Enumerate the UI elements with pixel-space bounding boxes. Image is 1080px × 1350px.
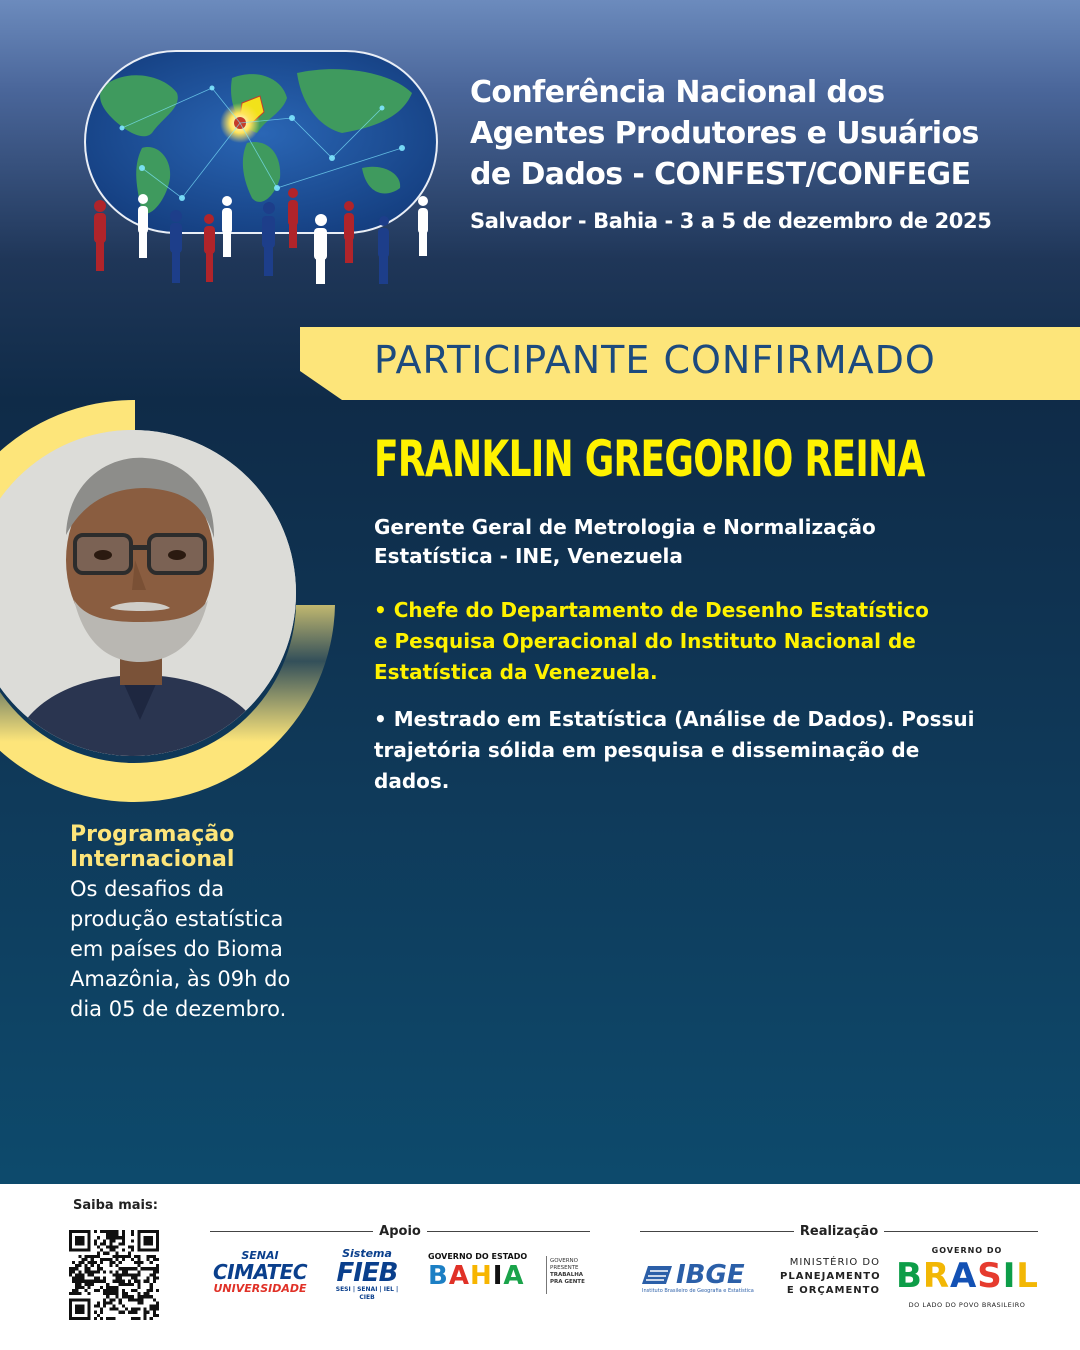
ibge-logo[interactable] [642, 1262, 762, 1294]
program-description-line: dia 05 de dezembro. [70, 997, 287, 1021]
ibge-mark-icon [642, 1264, 672, 1286]
bahia-logo-wordmark [428, 1262, 525, 1290]
mpo-line: PLANEJAMENTO [780, 1271, 881, 1282]
sistema-fieb-logo[interactable] [330, 1248, 404, 1302]
conference-title-line: de Dados - CONFEST/CONFEGE [470, 157, 971, 192]
bio-bullet-line: • Mestrado em Estatística (Análise de Dados). Possui [374, 707, 975, 731]
bahia-logo-separator [546, 1256, 547, 1294]
conference-title-line: Agentes Produtores e Usuários [470, 116, 979, 151]
program-title [70, 822, 370, 872]
bio-bullet-line: • Chefe do Departamento de Desenho Estatístico [374, 598, 929, 622]
conference-title [470, 72, 1060, 195]
governo-bahia-logo[interactable] [428, 1252, 588, 1298]
bahia-logo-top: GOVERNO DO ESTADO [428, 1252, 528, 1261]
conference-title-line: Conferência Nacional dos [470, 75, 885, 110]
header-text [470, 72, 1060, 233]
bio-bullet-line: Estatística da Venezuela. [374, 660, 658, 684]
brasil-logo-tagline: DO LADO DO POVO BRASILEIRO [908, 1301, 1026, 1309]
apoio-divider [210, 1222, 590, 1240]
realizacao-label: Realização [799, 1223, 879, 1239]
bio-bullet-line: dados. [374, 769, 450, 793]
speaker-role-line: Gerente Geral de Metrologia e Normalização [374, 515, 876, 539]
bio-bullet-item [374, 704, 1064, 797]
speaker-role-line: Estatística - INE, Venezuela [374, 544, 683, 568]
program-description-line: Os desafios da [70, 877, 225, 901]
governo-do-brasil-logo[interactable] [896, 1246, 1038, 1316]
bahia-letter: I [492, 1261, 504, 1291]
ibge-wordmark-row [642, 1262, 762, 1288]
bahia-slogan-line: PRA GENTE [550, 1279, 585, 1285]
brasil-letter: I [1002, 1256, 1016, 1296]
fieb-logo-line3: SESI | SENAI | IEL | CIEB [335, 1286, 399, 1301]
cimatec-logo-line2: CIMATEC [212, 1260, 308, 1284]
mpo-line: E ORÇAMENTO [786, 1285, 880, 1296]
fieb-logo-line1: Sistema [342, 1247, 392, 1260]
bahia-slogan-line: PRESENTE [550, 1265, 579, 1271]
qr-code[interactable] [69, 1230, 159, 1320]
ibge-subtitle: Instituto Brasileiro de Geografia e Estatística [642, 1288, 754, 1294]
bahia-logo-slogan [550, 1258, 585, 1286]
bio-bullet-line: e Pesquisa Operacional do Instituto Nacional de [374, 629, 916, 653]
senai-cimatec-logo[interactable] [210, 1250, 310, 1295]
fieb-logo-line2: FIEB [336, 1258, 398, 1288]
bio-bullet-item [374, 595, 1064, 688]
conference-location-date: Salvador - Bahia - 3 a 5 de dezembro de 2025 [470, 209, 992, 233]
brasil-logo-top: GOVERNO DO [931, 1246, 1003, 1255]
cimatec-logo-line3: UNIVERSIDADE [213, 1282, 307, 1295]
cimatec-logo-line1: SENAI [241, 1249, 279, 1262]
program-description-line: em países do Bioma [70, 937, 283, 961]
saiba-mais-label: Saiba mais: [73, 1198, 158, 1213]
realizacao-divider [640, 1222, 1038, 1240]
speaker-bio-list [374, 595, 1064, 813]
bio-bullet-line: trajetória sólida em pesquisa e disseminação de [374, 738, 920, 762]
program-title-line: Internacional [70, 847, 235, 872]
mpo-line: MINISTÉRIO DO [789, 1257, 880, 1268]
brasil-letter: S [977, 1256, 1002, 1296]
apoio-label: Apoio [379, 1223, 421, 1239]
program-description-line: Amazônia, às 09h do [70, 967, 291, 991]
bahia-letter: H [469, 1261, 493, 1291]
bahia-letter: A [448, 1261, 470, 1291]
brasil-letter: B [896, 1256, 922, 1296]
speaker-role [374, 513, 1054, 571]
speaker-name: FRANKLIN GREGORIO REINA [374, 430, 925, 488]
bahia-slogan-line: TRABALHA [550, 1272, 584, 1278]
brasil-letter: A [949, 1256, 977, 1296]
brasil-letter: L [1016, 1256, 1038, 1296]
event-logo-graphic [82, 48, 442, 288]
confirmed-banner-label: PARTICIPANTE CONFIRMADO [374, 338, 936, 382]
program-description [70, 874, 370, 1024]
program-info [70, 822, 370, 1024]
program-description-line: produção estatística [70, 907, 284, 931]
ministerio-planejamento-logo[interactable] [780, 1256, 880, 1298]
brasil-logo-wordmark [896, 1256, 1038, 1296]
bahia-slogan-line: GOVERNO [550, 1258, 578, 1264]
bahia-letter: B [428, 1261, 449, 1291]
brasil-letter: R [922, 1256, 950, 1296]
program-title-line: Programação [70, 822, 235, 847]
footer [0, 1184, 1080, 1350]
bahia-letter: A [503, 1261, 525, 1291]
ibge-name: IBGE [676, 1260, 745, 1290]
